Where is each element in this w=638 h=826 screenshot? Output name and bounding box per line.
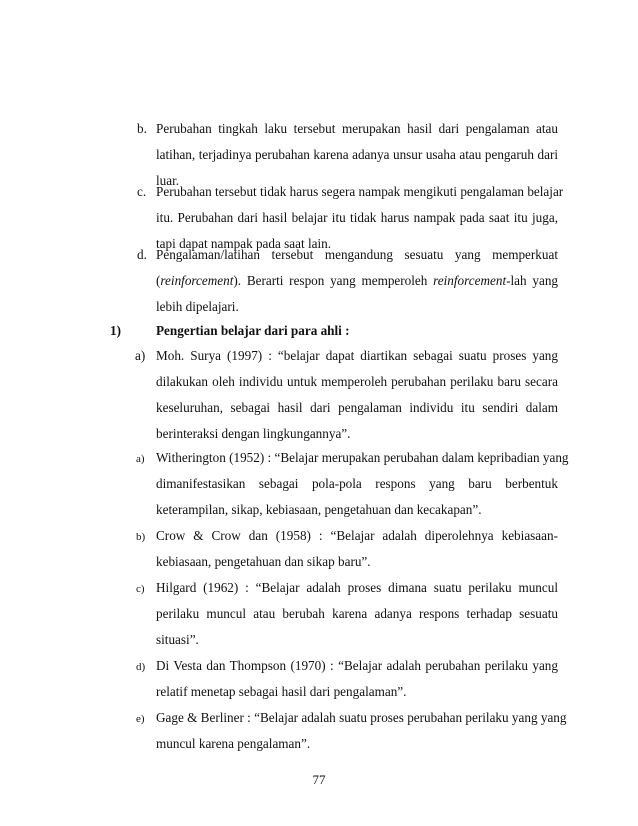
item-d-line-1: Pengalaman/latihan tersebut mengandung sesuatu yang memperkuat [156, 247, 558, 262]
expert-marker-hilgard: c) [136, 583, 145, 595]
expert-witherington-line-2: dimanifestasikan sebagai pola-pola respons yang baru berbentuk [156, 476, 558, 491]
expert-gage-line-1: Gage & Berliner : “Belajar adalah suatu proses perubahan perilaku yang yang [156, 710, 567, 725]
reinforcement-term-1: reinforcement [160, 273, 234, 288]
expert-surya-line-1: Moh. Surya (1997) : “belajar dapat diartikan sebagai suatu proses yang [156, 348, 558, 363]
open-paren: ( [156, 273, 161, 288]
expert-marker-divesta: d) [136, 661, 146, 673]
expert-gage-line-2: muncul karena pengalaman”. [156, 736, 311, 751]
item-d-line-2-end: -lah yang [506, 273, 559, 288]
item-d-line-2-mid: ). Berarti respon yang memperoleh [233, 273, 434, 288]
list-marker-b: b. [137, 121, 147, 136]
item-b-line-2: latihan, terjadinya perubahan karena adanya unsur usaha atau pengaruh dari [156, 147, 558, 162]
expert-witherington-line-3: keterampilan, sikap, kebiasaan, pengetahuan dan kecakapan”. [156, 502, 482, 517]
item-b-line-1: Perubahan tingkah laku tersebut merupakan hasil dari pengalaman atau [156, 121, 558, 136]
expert-marker-crow: b) [136, 531, 146, 543]
item-d-line-3: lebih dipelajari. [156, 299, 239, 314]
list-marker-c: c. [137, 184, 147, 199]
item-c-line-1: Perubahan tersebut tidak harus segera nampak mengikuti pengalaman belajar [156, 184, 564, 199]
expert-surya-line-3: keseluruhan, sebagai hasil dari pengalaman individu itu sendiri dalam [156, 400, 558, 415]
expert-crow-line-1: Crow & Crow dan (1958) : “Belajar adalah diperolehnya kebiasaan- [156, 528, 558, 543]
expert-crow-line-2: kebiasaan, pengetahuan dan sikap baru”. [156, 554, 371, 569]
item-d-line-2 [156, 272, 558, 290]
expert-divesta-line-1: Di Vesta dan Thompson (1970) : “Belajar adalah perubahan perilaku yang [156, 658, 558, 673]
expert-hilgard-line-1: Hilgard (1962) : “Belajar adalah proses dimana suatu perilaku muncul [156, 580, 558, 595]
expert-surya-line-4: berinteraksi dengan lingkungannya”. [156, 426, 351, 441]
reinforcement-term-2: reinforcement [433, 273, 507, 288]
item-c-line-3: tapi dapat nampak pada saat lain. [156, 236, 332, 251]
expert-witherington-line-1: Witherington (1952) : “Belajar merupakan perubahan dalam kepribadian yang [156, 450, 569, 465]
page-number: 77 [312, 772, 326, 787]
item-c-line-2: itu. Perubahan dari hasil belajar itu tidak harus nampak pada saat itu juga, [156, 210, 558, 225]
item-b-line-3: luar. [156, 173, 180, 188]
section-heading: Pengertian belajar dari para ahli : [156, 323, 350, 338]
expert-hilgard-line-3: situasi”. [156, 632, 199, 647]
expert-marker-gage: e) [136, 713, 145, 725]
expert-marker-witherington: a) [136, 453, 145, 465]
expert-hilgard-line-2: perilaku muncul atau berubah karena adanya respons terhadap sesuatu [156, 606, 558, 621]
expert-marker-surya: a) [135, 348, 146, 363]
list-marker-d: d. [137, 247, 147, 262]
expert-surya-line-2: dilakukan oleh individu untuk memperoleh perubahan perilaku baru secara [156, 374, 558, 389]
expert-divesta-line-2: relatif menetap sebagai hasil dari pengalaman”. [156, 684, 407, 699]
section-number: 1) [110, 323, 121, 338]
